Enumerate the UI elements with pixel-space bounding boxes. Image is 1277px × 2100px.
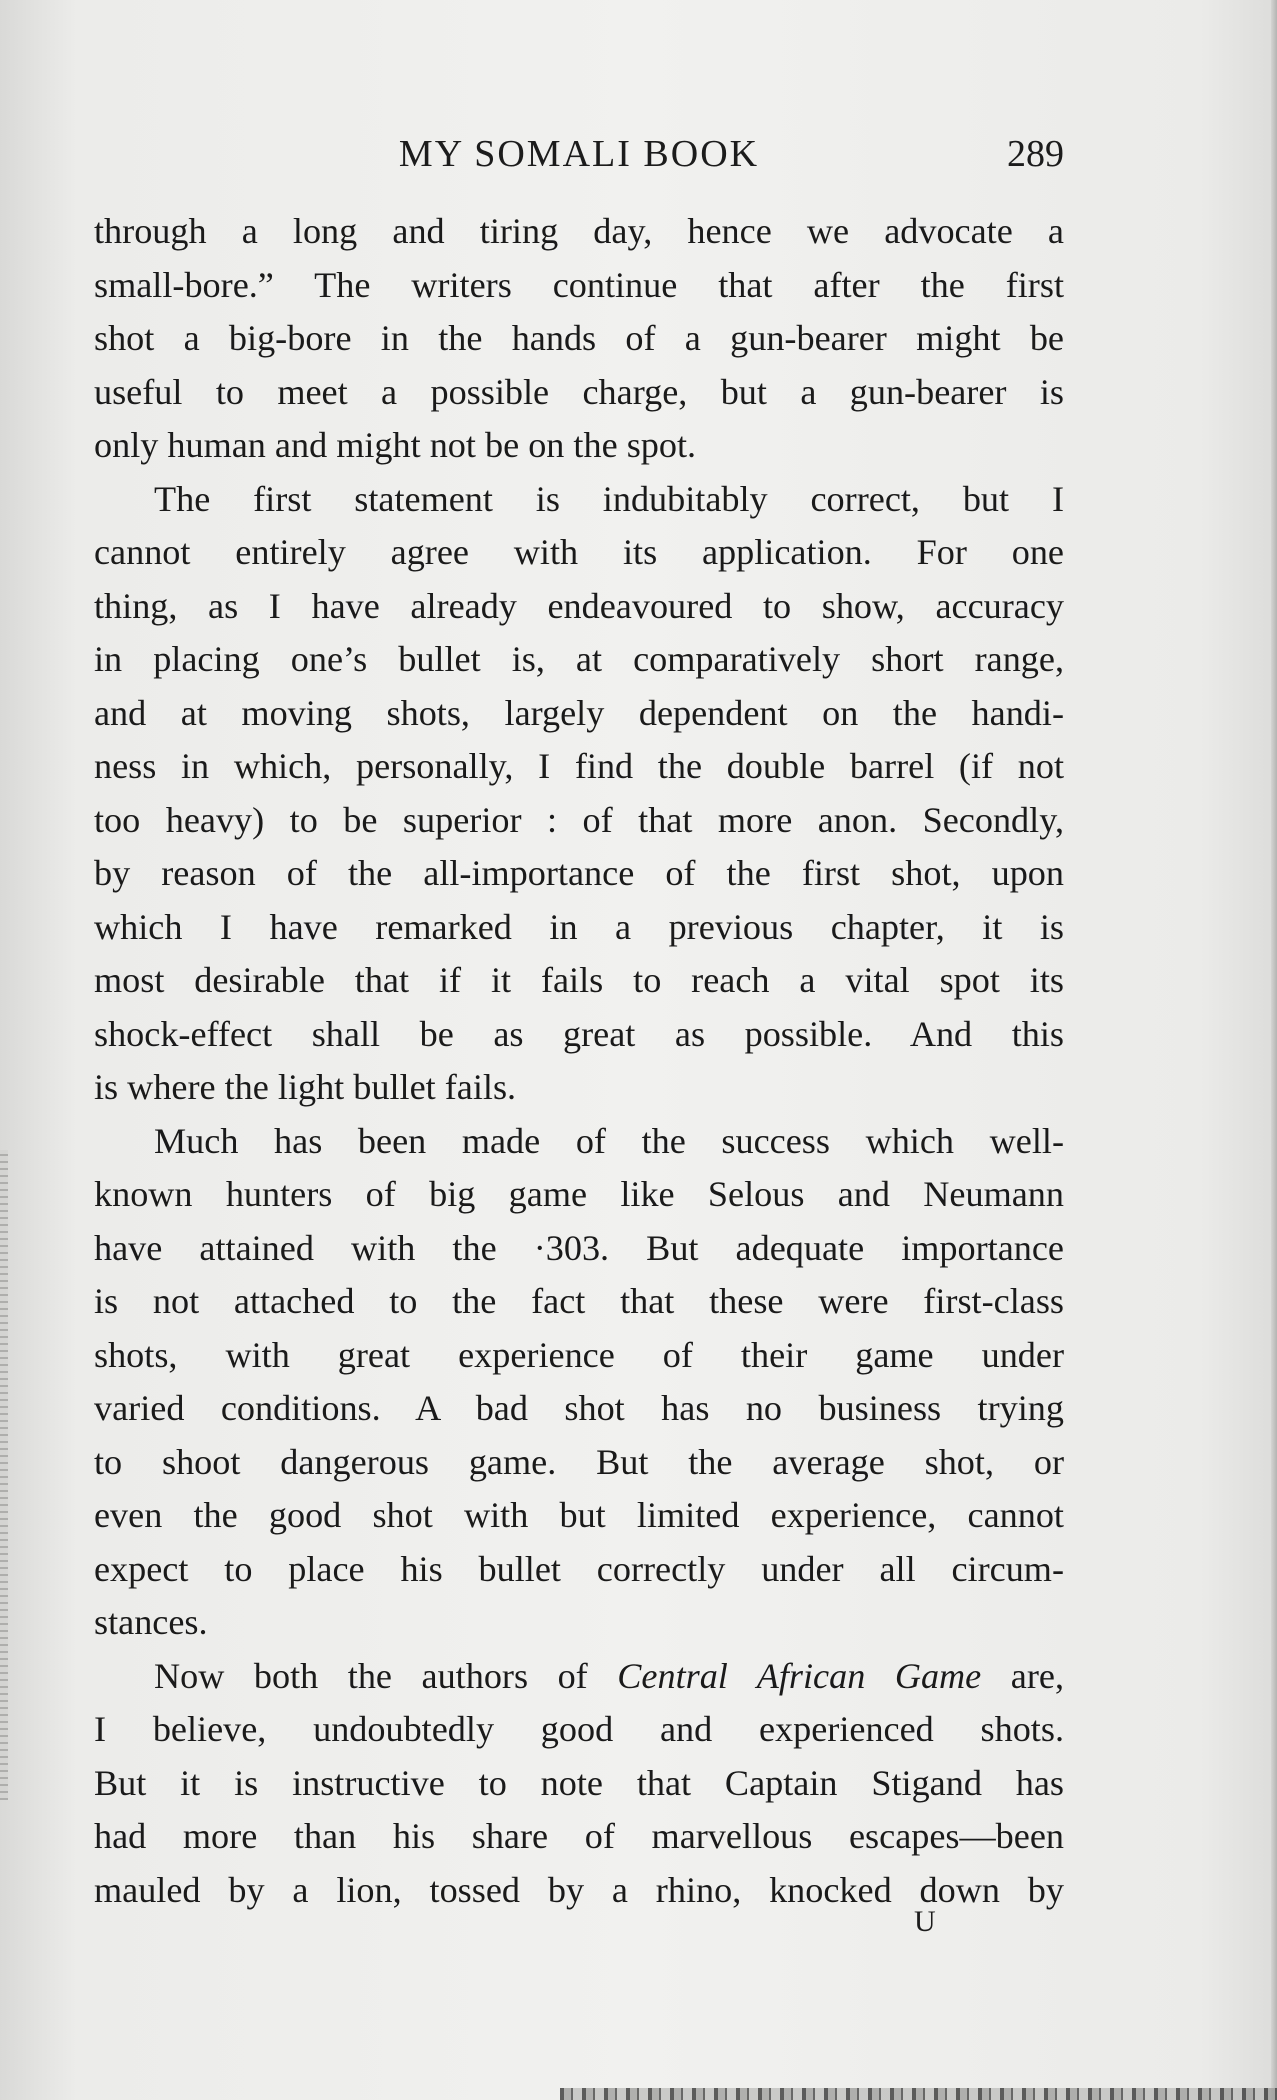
page-edge-right — [1271, 0, 1277, 2100]
page-edge-bottom — [560, 2088, 1277, 2100]
text-line: is where the light bullet fails. — [94, 1067, 517, 1107]
text-line: and at moving shots, largely dependent on the handi- — [94, 692, 1064, 733]
text-line: too heavy) to be superior : of that more anon. Secondly, — [94, 799, 1064, 840]
text-line: small-bore.” The writers continue that after the first — [94, 264, 1064, 305]
text-line: even the good shot with but limited experience, cannot — [94, 1495, 1064, 1535]
text-line: to shoot dangerous game. But the average shot, or — [94, 1441, 1064, 1482]
running-title: MY SOMALI BOOK — [398, 133, 760, 175]
text-line: known hunters of big game like Selous and Neumann — [94, 1174, 1064, 1214]
text-line: only human and might not be on the spot. — [94, 425, 697, 465]
page-number: 289 — [1007, 133, 1064, 175]
text-line: which I have remarked in a previous chapter, it is — [94, 906, 1064, 947]
text-line: The first statement is indubitably correct, but I — [154, 478, 1064, 519]
text-line: cannot entirely agree with its application. For one — [94, 532, 1064, 572]
text-line: mauled by a lion, tossed by a rhino, knocked down by — [94, 1869, 1064, 1910]
text-line — [94, 1650, 1064, 1704]
text-line: through a long and tiring day, hence we advocate a — [94, 211, 1064, 251]
text-line: I believe, undoubtedly good and experienced shots. — [94, 1709, 1064, 1749]
signature-mark: U — [914, 1905, 936, 1938]
text-line: Much has been made of the success which well- — [154, 1120, 1064, 1161]
running-head — [94, 132, 1064, 182]
text-line: stances. — [94, 1602, 208, 1642]
text-line: by reason of the all-importance of the first shot, upon — [94, 853, 1064, 893]
body-text — [94, 205, 1064, 1917]
text-line: in placing one’s bullet is, at comparatively short range, — [94, 639, 1064, 679]
text-line: is not attached to the fact that these were first-class — [94, 1281, 1064, 1321]
text-line: ness in which, personally, I find the double barrel (if not — [94, 746, 1064, 786]
text-line: varied conditions. A bad shot has no business trying — [94, 1388, 1064, 1428]
text-segment: Now both the authors of — [154, 1655, 588, 1696]
text-line: But it is instructive to note that Captain Stigand has — [94, 1762, 1064, 1803]
text-line: expect to place his bullet correctly under all circum- — [94, 1548, 1064, 1589]
text-line: had more than his share of marvellous escapes—been — [94, 1816, 1064, 1856]
text-line: useful to meet a possible charge, but a gun-bearer is — [94, 371, 1064, 412]
page-edge-left — [0, 1150, 8, 1800]
text-line: shock-effect shall be as great as possible. And this — [94, 1013, 1064, 1054]
text-line: most desirable that if it fails to reach a vital spot its — [94, 960, 1064, 1000]
text-line: shot a big-bore in the hands of a gun-bearer might be — [94, 318, 1064, 358]
text-line: have attained with the ·303. But adequate importance — [94, 1227, 1064, 1268]
text-line: shots, with great experience of their game under — [94, 1334, 1064, 1375]
text-line: thing, as I have already endeavoured to show, accuracy — [94, 585, 1064, 626]
text-segment: are, — [1010, 1655, 1064, 1696]
book-title-italic: Central African Game — [617, 1655, 982, 1696]
